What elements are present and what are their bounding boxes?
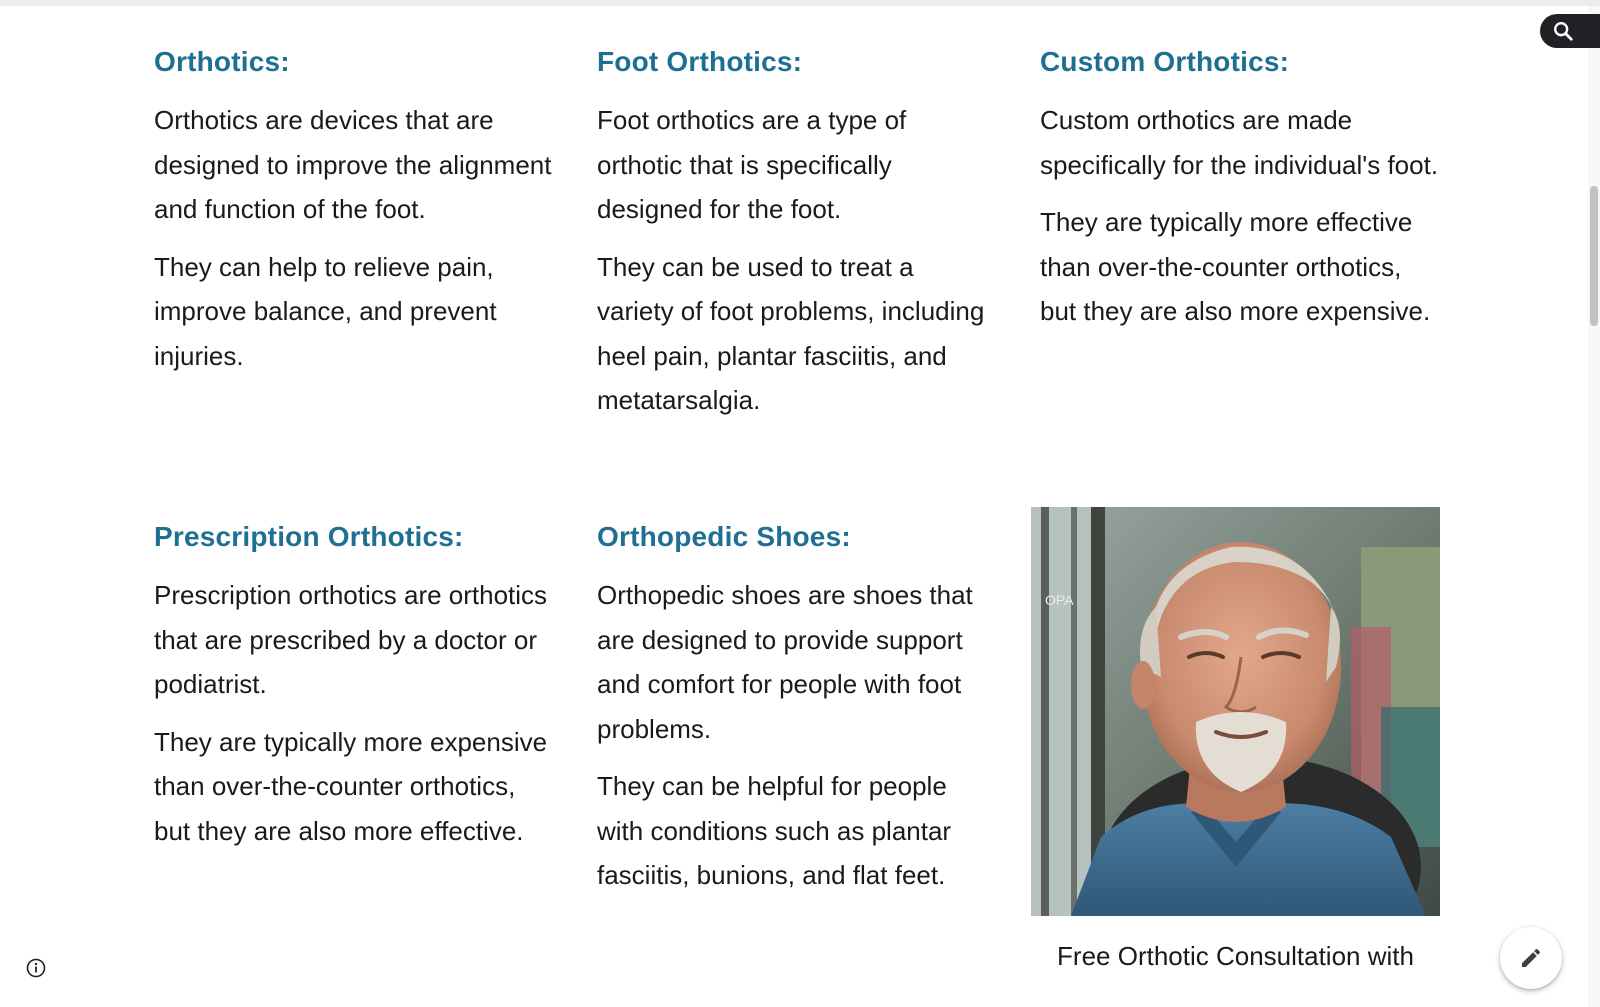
section-paragraph: They can be helpful for people with conditions such as plantar fasciitis, bunions, and flat feet.: [597, 771, 952, 890]
section-foot-orthotics: [597, 44, 997, 423]
section-paragraph: They can help to relieve pain, improve balance, and prevent injuries.: [154, 251, 497, 371]
section-paragraph: Foot orthotics are a type of orthotic that is specifically designed for the foot.: [597, 105, 907, 224]
section-heading: Foot Orthotics:: [597, 46, 803, 77]
edit-button[interactable]: [1500, 927, 1562, 989]
section-custom-orthotics: [1040, 44, 1440, 334]
search-button[interactable]: [1540, 14, 1600, 48]
doctor-photo: [1031, 507, 1440, 916]
scrollbar[interactable]: [1588, 6, 1600, 1007]
page-content: [0, 6, 1588, 1007]
section-prescription-orthotics: [154, 519, 554, 853]
section-paragraph: Orthopedic shoes are shoes that are designed to provide support and comfort for people with foot problems.: [597, 580, 973, 744]
info-icon[interactable]: [26, 958, 46, 978]
section-paragraph: Prescription orthotics are orthotics that are prescribed by a doctor or podiatrist.: [154, 580, 548, 699]
pencil-icon: [1519, 946, 1543, 970]
section-paragraph: They are typically more expensive than over-the-counter orthotics, but they are also more effective.: [154, 726, 548, 846]
scrollbar-thumb[interactable]: [1590, 186, 1598, 326]
section-orthopedic-shoes: [597, 519, 997, 898]
section-heading: Prescription Orthotics:: [154, 521, 464, 552]
section-paragraph: They can be used to treat a variety of foot problems, including heel pain, plantar fasciitis, and metatarsalgia.: [597, 251, 985, 415]
photo-caption: Free Orthotic Consultation with: [1057, 941, 1414, 971]
section-paragraph: Orthotics are devices that are designed to improve the alignment and function of the foot.: [154, 105, 552, 224]
section-heading: Orthotics:: [154, 46, 290, 77]
search-icon: [1552, 20, 1574, 42]
section-orthotics: [154, 44, 554, 378]
section-paragraph: They are typically more effective than over-the-counter orthotics, but they are also more expensive.: [1040, 207, 1431, 326]
svg-text:OPA: OPA: [1045, 592, 1074, 608]
portrait-image: [1031, 507, 1440, 916]
section-heading: Orthopedic Shoes:: [597, 521, 851, 552]
section-heading: Custom Orthotics:: [1040, 46, 1290, 77]
section-paragraph: Custom orthotics are made specifically for the individual's foot.: [1040, 105, 1439, 180]
